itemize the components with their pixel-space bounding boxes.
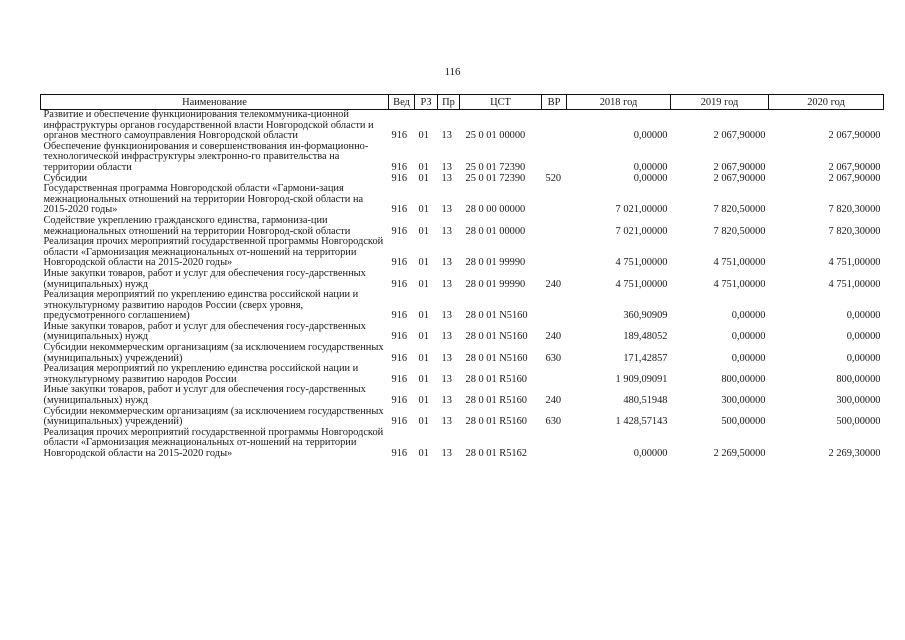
- row-2020: 2 067,90000: [828, 161, 881, 173]
- row-name: Государственная программа Новгородской области «Гармони-зация межнациональных отношений на территории Новгород-ской области на 2015-2020 годы»: [43, 183, 364, 216]
- row-2019: 2 067,90000: [713, 172, 766, 184]
- header-rz: РЗ: [415, 95, 438, 110]
- row-pr: 13: [441, 416, 452, 428]
- row-2019: 7 820,50000: [713, 225, 766, 237]
- row-ved: 916: [391, 331, 408, 343]
- row-rz: 01: [418, 373, 429, 385]
- row-pr: 13: [441, 130, 452, 142]
- row-2018: 4 751,00000: [615, 278, 668, 290]
- row-2020: 2 067,90000: [828, 172, 881, 184]
- header-name: Наименование: [41, 95, 389, 110]
- row-name: Субсидии некоммерческим организациям (за исключением государственных (муниципальных) учреждений): [43, 342, 384, 364]
- row-pr: 13: [441, 352, 452, 364]
- row-pr: 13: [441, 204, 452, 216]
- row-2020: 800,00000: [836, 373, 881, 385]
- row-2019: 2 067,90000: [713, 130, 766, 142]
- row-vr: [542, 110, 567, 142]
- row-rz: 01: [418, 204, 429, 216]
- table-header-row: [41, 95, 884, 110]
- row-2018: 189,48052: [623, 331, 668, 343]
- row-2020: 7 820,30000: [828, 225, 881, 237]
- table-row: [41, 385, 884, 406]
- row-pr: 13: [441, 278, 452, 290]
- row-cst: 28 0 01 R5160: [465, 373, 527, 385]
- row-pr: 13: [441, 161, 452, 173]
- row-2019: 0,00000: [731, 331, 766, 343]
- row-pr: 13: [441, 172, 452, 184]
- row-ved: 916: [391, 278, 408, 290]
- row-2018: 7 021,00000: [615, 225, 668, 237]
- table-row: [41, 364, 884, 385]
- row-name: Обеспечение функционирования и совершенствования ин-формационно- технологической инфраструктуры электронно-го правительства на территории области: [43, 140, 369, 173]
- row-2018: 4 751,00000: [615, 257, 668, 269]
- row-rz: 01: [418, 331, 429, 343]
- row-rz: 01: [418, 225, 429, 237]
- row-2020: 0,00000: [846, 310, 881, 322]
- row-name: Реализация мероприятий по укреплению единства российской нации и этнокультурному развитию народов России: [43, 363, 359, 385]
- row-ved: 916: [391, 257, 408, 269]
- header-ved: Вед: [389, 95, 415, 110]
- row-2019: 4 751,00000: [713, 278, 766, 290]
- row-ved: 916: [391, 395, 408, 407]
- row-cst: 28 0 00 00000: [465, 204, 526, 216]
- table-row: [41, 428, 884, 460]
- row-vr: 240: [545, 395, 562, 407]
- row-cst: 28 0 01 R5160: [465, 416, 527, 428]
- row-rz: 01: [418, 448, 429, 459]
- row-name: Иные закупки товаров, работ и услуг для обеспечения госу-дарственных (муниципальных) нужд: [43, 320, 366, 343]
- row-ved: 916: [391, 352, 408, 364]
- row-ved: 916: [391, 416, 408, 428]
- row-ved: 916: [391, 225, 408, 237]
- row-2018: 1 428,57143: [615, 416, 668, 428]
- row-2019: 500,00000: [721, 416, 766, 428]
- row-cst: 28 0 01 99990: [465, 278, 526, 290]
- row-2020: 0,00000: [846, 331, 881, 343]
- row-2018: 1 909,09091: [615, 373, 668, 385]
- row-2020: 2 269,30000: [828, 448, 881, 459]
- row-vr: [542, 237, 567, 269]
- row-cst: 28 0 01 N5160: [465, 331, 528, 343]
- row-ved: 916: [391, 161, 408, 173]
- header-2019: 2019 год: [671, 95, 769, 110]
- row-2019: 0,00000: [731, 310, 766, 322]
- row-2019: 800,00000: [721, 373, 766, 385]
- row-pr: 13: [441, 395, 452, 407]
- row-name: Реализация прочих мероприятий государственной программы Новгородской области «Гармонизация межнациональных от-ношений на территории Новгородской области на 2015-2020 годы»: [43, 426, 384, 459]
- row-cst: 25 0 01 72390: [465, 172, 526, 184]
- row-vr: [542, 142, 567, 174]
- row-2020: 300,00000: [836, 395, 881, 407]
- row-vr: 240: [545, 331, 562, 343]
- row-name: Иные закупки товаров, работ и услуг для обеспечения госу-дарственных (муниципальных) нужд: [43, 384, 366, 407]
- table-row: [41, 269, 884, 290]
- table-row: [41, 110, 884, 142]
- row-ved: 916: [391, 204, 408, 216]
- row-ved: 916: [391, 130, 408, 142]
- row-vr: 520: [545, 172, 562, 184]
- row-rz: 01: [418, 161, 429, 173]
- row-2018: 0,00000: [633, 448, 668, 459]
- row-rz: 01: [418, 172, 429, 184]
- row-name: Содействие укреплению гражданского единства, гармониза-ции межнациональных отношений на территории Новгород-ской области: [43, 214, 351, 237]
- row-pr: 13: [441, 310, 452, 322]
- row-vr: 630: [545, 352, 562, 364]
- row-rz: 01: [418, 395, 429, 407]
- row-vr: 240: [545, 278, 562, 290]
- row-vr: [542, 364, 567, 385]
- row-vr: [542, 290, 567, 322]
- row-vr: [542, 184, 567, 216]
- table-row: [41, 237, 884, 269]
- header-pr: Пр: [438, 95, 460, 110]
- table-row: [41, 407, 884, 428]
- row-rz: 01: [418, 278, 429, 290]
- row-2019: 300,00000: [721, 395, 766, 407]
- row-2020: 4 751,00000: [828, 278, 881, 290]
- row-rz: 01: [418, 130, 429, 142]
- row-2018: 0,00000: [633, 172, 668, 184]
- row-pr: 13: [441, 331, 452, 343]
- row-2018: 7 021,00000: [615, 204, 668, 216]
- row-2020: 4 751,00000: [828, 257, 881, 269]
- row-vr: 630: [545, 416, 562, 428]
- row-2019: 7 820,50000: [713, 204, 766, 216]
- row-cst: 28 0 01 R5160: [465, 395, 527, 407]
- row-name: Реализация прочих мероприятий государственной программы Новгородской области «Гармонизация межнациональных от-ношений на территории Новгородской области на 2015-2020 годы»: [43, 236, 384, 269]
- row-cst: 28 0 01 R5162: [465, 448, 527, 459]
- header-2020: 2020 год: [769, 95, 884, 110]
- row-2019: 4 751,00000: [713, 257, 766, 269]
- row-vr: [542, 216, 567, 237]
- row-cst: 28 0 01 N5160: [465, 310, 528, 322]
- row-2018: 480,51948: [623, 395, 668, 407]
- table-row: [41, 343, 884, 364]
- table-row: [41, 290, 884, 322]
- row-ved: 916: [391, 310, 408, 322]
- row-cst: 25 0 01 00000: [465, 130, 526, 142]
- row-2019: 2 269,50000: [713, 448, 766, 459]
- row-pr: 13: [441, 373, 452, 385]
- row-2018: 171,42857: [623, 352, 668, 364]
- row-cst: 28 0 01 N5160: [465, 352, 528, 364]
- table-row: [41, 184, 884, 216]
- row-ved: 916: [391, 373, 408, 385]
- row-2018: 360,90909: [623, 310, 668, 322]
- row-2020: 7 820,30000: [828, 204, 881, 216]
- header-vr: ВР: [542, 95, 567, 110]
- row-name: Субсидии: [43, 172, 88, 184]
- row-2019: 2 067,90000: [713, 161, 766, 173]
- row-name: Иные закупки товаров, работ и услуг для обеспечения госу-дарственных (муниципальных) нужд: [43, 267, 366, 290]
- row-2018: 0,00000: [633, 130, 668, 142]
- row-vr: [542, 428, 567, 460]
- row-ved: 916: [391, 448, 408, 459]
- row-pr: 13: [441, 257, 452, 269]
- row-name: Субсидии некоммерческим организациям (за исключением государственных (муниципальных) учреждений): [43, 405, 384, 428]
- table-row: [41, 142, 884, 174]
- row-ved: 916: [391, 172, 408, 184]
- row-rz: 01: [418, 310, 429, 322]
- row-2020: 2 067,90000: [828, 130, 881, 142]
- row-cst: 25 0 01 72390: [465, 161, 526, 173]
- row-pr: 13: [441, 225, 452, 237]
- row-2019: 0,00000: [731, 352, 766, 364]
- page-number: 116: [444, 66, 461, 78]
- table-row: [41, 216, 884, 237]
- header-cst: ЦСТ: [460, 95, 542, 110]
- header-2018: 2018 год: [567, 95, 671, 110]
- row-rz: 01: [418, 416, 429, 428]
- table-row: [41, 322, 884, 343]
- row-name: Развитие и обеспечение функционирования телекоммуника-ционной инфраструктуры органов государственной власти Новгородской области и органов местного самоуправления Новгородской области: [43, 109, 374, 142]
- row-rz: 01: [418, 257, 429, 269]
- row-pr: 13: [441, 448, 452, 459]
- budget-table: [40, 94, 884, 460]
- row-2020: 0,00000: [846, 352, 881, 364]
- row-name: Реализация мероприятий по укреплению единства российской нации и этнокультурному развитию народов России (сверх уровня, предусмотренного соглашением): [43, 289, 359, 322]
- row-rz: 01: [418, 352, 429, 364]
- row-cst: 28 0 01 99990: [465, 257, 526, 269]
- row-2020: 500,00000: [836, 416, 881, 428]
- row-cst: 28 0 01 00000: [465, 225, 526, 237]
- row-2018: 0,00000: [633, 161, 668, 173]
